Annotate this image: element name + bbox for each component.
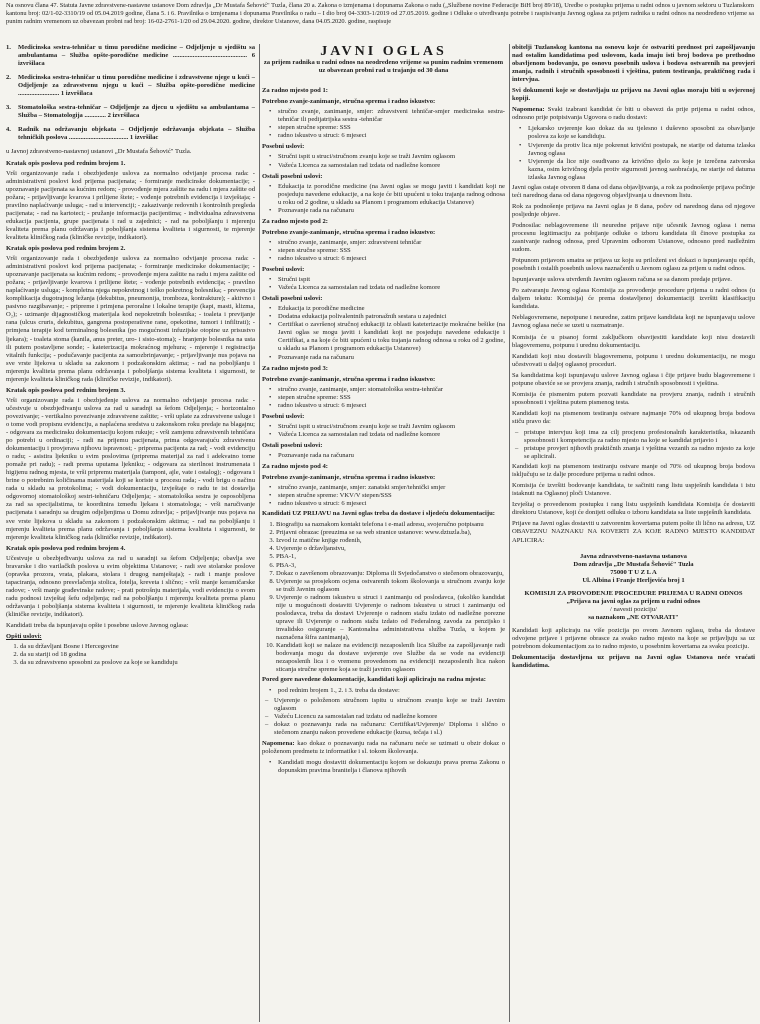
- post-special-item: • Stručni ispit: [278, 276, 505, 284]
- post-req-item: • stručno zvanje, zanimanje, smjer: zdravstveni tehničar: [278, 239, 505, 247]
- post-req-item: • stepen stručne spreme: SSS: [278, 247, 505, 255]
- post-special-title: Posebni uslovi:: [262, 412, 305, 420]
- job-desc-text: Vrši organizovanje rada i obezbjeđenje uslova za normalno odvijanje procesa rada: - administrativni poslovi kod prijema pacijenata; - formiranje medicinske dokumentacije; - upoznavanje pacijenata sa kućnim redom; - provođenje mjera zaštite na radu i mjera zaštite od požara; - prijavljivanje kvarova i prilijene štete; - vođenje potrebnih evidencija; - pravilno naplaćivanje usluga; - kompletna njega nepokretnog i teško pokretnog bolesnika; - prevencija komplikacija dugotrajnog ležanja (dekubitus, pneumonija, tromboza, kontrakture); - aktivno i pasivno razgibavanje; - pripreme i primjena peroralne i lokalne terapije (kapi, masti, klizma, O₂); - uzimanje dijagnostičkog materijala kod nepokretnih bolesnika; - toaleta i previjanje rana (ulcus cruris, dekubitus, gangrena postoperativne rane, opekotine, tumori i infiltrati); - primjena terapije kod terminalnog bolesnika (po mogućnosti infuzijske otopine uz prisustvo ljekara); - toaleta stoma (kanila, anus preter, uro- i sisto-stoma); - hranjenje bolesnika na usta ili putem postavljene sonde; - kateterizacija mokraćnog mjehura; - mjerenje i registracija vitalnih funkcija; - podučavanje pacijenta za samozbrinjavanje; - prijavljivanje nus pojava na sve vrste lijekova u skladu sa zakonom i podzakonskim aktima; - rad na poboljšanju i mjerenju kvaliteta prema planu održavanja i poboljšanja sistema kvaliteta i sigurnosti, te mjerenje kvaliteta kliničkog rada (kliničke revizije, indikatori).: [6, 255, 255, 383]
- post-special-title: Posebni uslovi:: [262, 266, 305, 274]
- job-desc-heading: Kratak opis poslova pod rednim brojem 4.: [6, 544, 126, 552]
- job-desc-text: Učestvuje u obezbjeđivanju uslova za rad u saradnji sa šefom Odjeljenja; obavlja sve bravarske i dio varilačkih poslova u svim objektima Ustanove; - radi sve stolarske poslove (opravka prozora, vrata, plakara, stolara i drugog namještaja); - radi i manje poslove tapaciranja, odnosno presvlačenja stolica, fotelja, kreveta i slično; - vrši manje keramičarske radove; - vrši manje građevinske radove; - prati potrošnju materijala, vodi evidenciju o svom radu podnosi izvještaj šefu odjeljenja; rad na poboljšanju i mjerenju kvaliteta prema planu održavanja i poboljšanja sistema kvaliteta i sigurnosti, te mjerenje kvaliteta kliničkog rada (kliničke revizije, indikatori).: [6, 554, 255, 619]
- address-line: Dom zdravlja „Dr Mustafa Šehović" Tuzla: [573, 560, 694, 568]
- note2-list: [262, 759, 505, 775]
- closing-2: Dokumentacija dostavljena uz prijavu na Javni oglas Ustanova neće vraćati kandidatima.: [512, 654, 755, 670]
- c3-chosen: Svi dokumenti koje se dostavljaju uz prijavu na Javni oglas moraju biti u ovjerenoj kopiji.: [512, 87, 755, 103]
- column-right: [512, 44, 755, 1022]
- post-req-item: • stepen stručne spreme: VKV/V stepen/SSS: [278, 492, 505, 500]
- c3-required-list: [512, 125, 755, 181]
- c3-paragraphs-2: [512, 463, 755, 544]
- general-condition: 3. da su zdravstveno sposobni za poslove za koje se kandiduju: [20, 659, 255, 667]
- c3-paragraph: Podnosilac neblagovremene ili neuredne prijave nije učesnik Javnog oglasa i nema procesnu legitimaciju za pobijanje odluke o izboru kandidata ili činove postupka za zasnivanje radnog odnosa, pred Upravnim odborom Ustanove, odnosno pred nadležnim sudom.: [512, 221, 755, 254]
- post-other-title: Ostali posebni uslovi:: [262, 441, 323, 449]
- posts-doc-item: – Važeću Licencu za samostalan rad izdatu od nadležne komore: [274, 713, 505, 721]
- post-req-list: [262, 386, 505, 410]
- c3-paragraph: Ispunjavanje uslova utvrđenih Javnim oglasom računa se sa danom predaje prijave.: [512, 276, 732, 284]
- document-item: 1. Biografiju sa naznakom kontakt telefona i e-mail adresu, svojeručno potpisanu: [276, 521, 505, 529]
- c3-paragraph: Neblagovremene, nepotpune i neuredne, zatim prijave kandidata koji ne ispunjavaju uslove Javnog oglasa neće se uzeti u razmatranje.: [512, 314, 755, 330]
- post-special-item: • Važeća Licenca za samostalan rad izdata od nadležne komore: [278, 431, 505, 439]
- post-heading: Za radno mjesto pod 4:: [262, 463, 328, 471]
- c3-paragraph: Komisija će u pisanoj formi zaključkom obavijestiti kandidate koji nisu dostavili blagovremenu, potpunu i urednu dokumentaciju.: [512, 333, 755, 349]
- commission-title: KOMISIJI ZA PROVOĐENJE PROCEDURE PRIJEMA U RADNI ODNOS: [524, 589, 743, 597]
- document-item: 6. PBA-3,: [276, 562, 505, 570]
- document-item: 5. PBA-1,: [276, 553, 505, 561]
- post-heading: Za radno mjesto pod 2:: [262, 217, 328, 225]
- note: [262, 740, 505, 756]
- post-special-item: • Stručni ispit u struci/stručnom zvanju koje se traži Javnim oglasom: [278, 153, 505, 161]
- post-special-list: [262, 276, 505, 292]
- post-req-title: Potrebno zvanje-zanimanje, stručna sprema i radno iskustvo:: [262, 98, 436, 106]
- general-condition: 1. da su državljani Bosne i Hercegovine: [20, 643, 255, 651]
- post-other-item: • Poznavanje rada na računaru: [278, 452, 505, 460]
- posts-doc-item: – Uvjerenje o položenom stručnom ispitu u stručnom zvanju koje se traži Javnim oglasom: [274, 697, 505, 713]
- position-number: 1.: [6, 44, 11, 51]
- closing-1: Kandidati koji apliciraju na više pozicija po ovom Javnom oglasu, treba da dostave odvojene prijave i prijavne obrasce za svako radno mjesto na koje se prijavljuju sa uz potrebnom dokumentacijom za to radno mjesto, u posebnim kovertama za svaku poziciju.: [512, 626, 755, 651]
- post-special-item: • Stručni ispit u struci/stručnom zvanju koje se traži Javnim oglasom: [278, 423, 505, 431]
- post-other-title: Ostali posebni uslovi:: [262, 172, 323, 180]
- post-req-item: • radno iskustvo u struci: 6 mjeseci: [278, 500, 505, 508]
- post-other-item: • Edukacija iz porodične medicine (na Javni oglas se mogu javiti i kandidati koji ne posjeduju navedene edukacije, a na koje će biti upućeni u toku trajanja radnog odnosa u roku od 2 godine, u skladu sa Planom i programom edukacija Ustanove): [278, 183, 505, 207]
- posts-docs-list: [262, 697, 505, 737]
- post-req-item: • radno iskustvo u struci: 6 mjeseci: [278, 255, 505, 263]
- post-other-title: Ostali posebni uslovi:: [262, 295, 323, 303]
- post-other-list: [262, 183, 505, 215]
- post-other-item: • Poznavanje rada na računaru: [278, 207, 505, 215]
- c3-paragraph: Potpunom prijavom smatra se prijava uz koju su priloženi svi dokazi o ispunjavanju općih, posebnih i ostalih posebnih uslova naznačenih u Javnom oglasu za prijem u radni odnos.: [512, 257, 755, 273]
- post-other-item: • Edukacija iz porodične medicine: [278, 305, 505, 313]
- column-divider: [259, 44, 260, 1022]
- posts-docs-heading: Pored gore navedene dokumentacije, kandidati koji apliciraju na radna mjesta:: [262, 676, 486, 684]
- note-title: Napomena:: [262, 739, 295, 747]
- job-desc-text: Vrši organizovanje rada i obezbjeđenje uslova za normalno odvijanje procesa rada: - administrativni poslovi kod prijema pacijenata; - formiranje medicinske dokumentacije; - upoznavanje pacijenata sa kućnim redom; - provođenje mjera zaštite na radu i mjera zaštite od požara; - prijavljivanje kvarova i prilijene štete; - vođenje potrebnih evidencija i izvještaja; - pravilno naplaćivanje usluga; - rad u intervenciji; - zakazivanje redovnih i kontrolnih pregleda pacijenata; - rad na kartoteci; - pružanje informacija pacijentima; - individualna zdravstvena edukacija pacijenta, grupe pacijenata i rad u zajednici; - rad na poboljšanju i mjerenju kvaliteta prema planu održavanja i poboljšanja sistema kvaliteta i sigurnosti, te mjerenje kvaliteta kliničkog rada (kliničke revizije, indikatori).: [6, 169, 255, 241]
- column-middle: [262, 44, 505, 1022]
- commission-line2: / navesti poziciju/: [610, 605, 657, 613]
- job-desc-heading: Kratak opis poslova pod rednim brojem 1.: [6, 159, 126, 167]
- position-item: [6, 104, 255, 120]
- post-req-list: [262, 108, 505, 140]
- c3-paragraph: Sa kandidatima koji ispunjavaju uslove Javnog oglasa i čije prijave budu blagovremene i potpune obaviće se se provjera znanja, radnih i stručnih sposobnosti i vještina.: [512, 371, 755, 387]
- note-text: kao dokaz o poznavanju rada na računaru neće se uzimati u obzir dokaz o položenom predmetu iz informatike i sl. tokom školovanja.: [262, 739, 505, 755]
- position-text: Radnik na održavanju objekata – Odjeljenje održavanja objekata – Služba tehničkih poslova .................................... 1 izvršilac: [18, 126, 255, 142]
- post-other-item: • Poznavanje rada na računaru: [278, 354, 505, 362]
- general-conditions-title: Opšti uslovi:: [6, 633, 42, 641]
- post-other-item: • Certifikat o završenoj stručnoj edukaciji iz oblasti kateterizacije mokraćne bešike (na Javni oglas se mogu javiti i kandidati koji ne posjeduju navedene edukacije i Certifikat, a na koje će biti upućeni u toku trajanja radnog odnosa u roku od 2 godine, u skladu sa Planom i programom edukacija Ustanove): [278, 321, 505, 353]
- posting-title: JAVNI OGLAS: [320, 44, 447, 59]
- post-special-list: [262, 423, 505, 439]
- post-heading: Za radno mjesto pod 1:: [262, 87, 328, 95]
- c3-paragraph: Kandidati koji na pismenom testiranju ostvare manje od 70% od ukupnog broja bodova isključuju se iz dalje procedure prijema u radni odnos.: [512, 463, 755, 479]
- document-item: 3. Izvod iz matične knjige rođenih,: [276, 537, 505, 545]
- c3-note-label: Napomena:: [512, 106, 545, 114]
- c3-paragraph: Rok za podnošenje prijava na Javni oglas je 8 dana, počev od narednog dana od njegove posljednje objave.: [512, 202, 755, 218]
- c3-right-item: – pristupe intervjuu koji ima za cilj procjenu profesionalnih karakteristika, iskazanih sposobnosti i kompetencija za radno mjesto na koje se kandidat prijavio i: [524, 429, 755, 445]
- c3-rights-list: [512, 429, 755, 461]
- post-req-title: Potrebno zvanje-zanimanje, stručna sprema i radno iskustvo:: [262, 474, 436, 482]
- post-req-item: • radno iskustvo u struci: 6 mjeseci: [278, 132, 505, 140]
- post-special-item: • Važeća Licenca za samostalan rad izdata od nadležne komore: [278, 284, 505, 292]
- note2: • Kandidati mogu dostaviti dokumentaciju kojom se dokazuju prava prema Zakonu o dopunskim pravima branitelja i članova njihovih: [278, 759, 505, 775]
- c3-right-item: – pristupe provjeri njihovih praktičnih znanja i vještina vezanih za radno mjesto za koje se aplicirali.: [524, 445, 755, 461]
- post-req-title: Potrebno zvanje-zanimanje, stručna sprema i radno iskustvo:: [262, 228, 436, 236]
- document-item: 10. Kandidati koji se nalaze na evidenciji nezaposlenih lica Službe za zapošljavanje radi bodovanja mogu da dostave uvjerenje ove Službe da se vode na evidenciji nezaposlenih lica i o vremenu provedenom na evidenciji nezaposlenih lica nakon sticanja stručne spreme koja se traži javnim oglasom: [276, 642, 505, 674]
- address-line: Javna zdravstveno-nastavna ustanova: [580, 552, 687, 560]
- post-special-list: [262, 153, 505, 169]
- post-req-title: Potrebno zvanje-zanimanje, stručna sprema i radno iskustvo:: [262, 375, 436, 383]
- post-req-item: • radno iskustvo u struci: 6 mjeseci: [278, 402, 505, 410]
- c3-required-item: • Uvjerenje da lice nije osuđivano za krivično djelo za koje je izrečena zatvorska kazna, osim krivičnog djela protiv sigurnosti javnog saobraćaja, ne starije od datuma izlaska Javnog oglasa: [528, 158, 755, 182]
- positions-requirements: [262, 87, 505, 508]
- c3-paragraphs: [512, 184, 755, 426]
- position-number: 3.: [6, 104, 11, 112]
- post-req-item: • stručno zvanje, zanimanje, smjer: zdravstveni tehničar-smjer medicinska sestra-tehničar ili pedijatrijska sestra -tehničar: [278, 108, 505, 124]
- post-special-item: • Važeća Licenca za samostalan rad izdata od nadležne komore: [278, 162, 505, 170]
- document-item: 9. Uvjerenje o radnom iskustvu u struci i zanimanju od poslodavca, (ukoliko kandidat nije u mogućnosti dostaviti Uvjerenje o radnom iskustvu u struci i zanimanju od poslodavca, treba da dostavi Uvjerenje o radnom stažu izdato od nadležne porezne uprave ili Uvjerenje o radnom stažu izdato od Federalnog zavoda za penzijsko i invalidsko osiguranje – Kantonalna administrativna služba Tuzla, u kojem je naznačena šifra zanimanja),: [276, 594, 505, 642]
- c3-paragraph: Po zatvaranju Javnog oglasa Komisija za provođenje procedure prijema u radni odnos (u daljem tekstu: Komisija) će prema dostavljenoj dokumentaciji izvršiti klasifikaciju kandidata.: [512, 287, 755, 311]
- docs-intro: Kandidati UZ PRIJAVU na Javni oglas treba da dostave i sljedeću dokumentaciju:: [262, 510, 495, 518]
- documents-list: [262, 521, 505, 674]
- address-block: [512, 553, 755, 585]
- c3-required-item: • Uvjerenje da protiv lica nije pokrenut krivični postupak, ne starije od datuma izlaska Javnog oglasa: [528, 142, 755, 158]
- job-desc-heading: Kratak opis poslova pod rednim brojem 2.: [6, 244, 126, 252]
- positions-list: [6, 44, 255, 142]
- post-other-item: • Dodatna edukacija polivalentnih patronažnih sestara u zajednici: [278, 313, 505, 321]
- c3-note: [512, 106, 755, 122]
- general-condition: 2. da su stariji od 18 godina: [20, 651, 255, 659]
- position-text: Medicinska sestra-tehničar u timu porodične medicine i zdravstvene njege u kući – Odjeljenje za zdravstvenu njegu u kući – Služba opšte-porodične medicine ......................... 1 izvršilaca: [18, 74, 255, 98]
- post-special-title: Posebni uslovi:: [262, 143, 305, 151]
- c3-paragraph: Izvještaj o provedenom postupku i rang listu uspješnih kandidata Komisija će dostaviti direktoru Ustanove, koji će donijeti odluku o izboru kandidata sa liste uspješnih kandidata.: [512, 501, 755, 517]
- post-req-item: • stepen stručne spreme: SSS: [278, 394, 505, 402]
- post-heading: Za radno mjesto pod 3:: [262, 364, 328, 372]
- posting-subtitle: za prijem radnika u radni odnos na neodređeno vrijeme sa punim radnim vremenom uz obavezan probni rad u trajanju od 30 dana: [263, 59, 504, 75]
- position-number: 2.: [6, 74, 11, 82]
- job-descriptions: [6, 160, 255, 620]
- position-text: Medicinska sestra-tehničar u timu porodične medicine – Odjeljenje u sjedištu sa ambulantama – Služba opšte-porodične medicine ............................................. 6 izvršilaca: [18, 44, 255, 68]
- post-req-item: • stručno zvanje, zanimanje, smjer: zanatski smjer/tehnički smjer: [278, 484, 505, 492]
- c3-required-item: • Ljekarsko uvjerenje kao dokaz da su tjelesno i duševno sposobni za obavljanje poslova za koje se kandiduju.: [528, 125, 755, 141]
- document-item: 2. Prijavni obrazac (preuzima se sa web stranice ustanove: www.dztuzla.ba),: [276, 529, 505, 537]
- document-item: 8. Uvjerenje sa prosjekom ocjena ostvarenih tokom školovanja u stručnom zvanju koje se traži Javnim oglasom: [276, 578, 505, 594]
- post-other-list: [262, 305, 505, 361]
- posts-doc-item: – dokaz o poznavanju rada na računaru: Certifikat/Uvjerenje/ Diploma i slično o stečenom znanju nakon provedene edukacije (kursa, tečaja i sl.): [274, 721, 505, 737]
- document-item: 7. Dokaz o završenom obrazovanju: Diploma ili Svjedočanstvo o stečenom obrazovanju,: [276, 570, 505, 578]
- post-req-item: • stručno zvanje, zanimanje, smjer: stomatološka sestra-tehničar: [278, 386, 505, 394]
- document-item: 4. Uvjerenje o državljanstvu,: [276, 545, 505, 553]
- general-conditions-list: [6, 643, 255, 667]
- position-item: [6, 74, 255, 98]
- post-req-list: [262, 484, 505, 508]
- posts-docs-line-list: [262, 687, 505, 695]
- c3-paragraph: Komisija će pismenim putem pozvati kandidate na provjeru znanja, radnih i stručnih sposobnosti i vještina putem pismenog testa.: [512, 390, 755, 406]
- column-left: [6, 44, 255, 1022]
- c3-note-text: Svaki izabrani kandidat će biti u obavezi da prije prijema u radni odnos, odnosno prije potpisivanja Ugovora o radu dostavi:: [512, 106, 755, 122]
- post-req-list: [262, 239, 505, 263]
- c3-top: obitelji Tuzlanskog kantona na osnovu koje će ostvariti prednost pri zapošljavanju nad ostalim kandidatima pod uslovom, kada imaju isti broj bodova po prethodno obavljenom bodovanju, po osnovu posebnih uslova i bodova ostvarenih na provjeri znanja, radnih i stručnih sposobnosti i vještina, putem testiranja, praktičnog rada i intervjua.: [512, 44, 755, 84]
- address-line: Ul. Albina i Franje Herljevića broj 1: [582, 576, 685, 584]
- institution-line: u Javnoj zdravstveno-nastavnoj ustanovi „Dr Mustafa Šehović" Tuzla.: [6, 148, 192, 156]
- job-desc-text: Vrši organizovanje rada i obezbjeđenje uslova za normalno odvijanje procesa rada: - učestvuje u obezbjeđivanju uslova za rad u saradnji sa šefom Odjeljenja; - horizontalno povezivanje; - vertikalno povezivanje zdravstvene zaštite; - vrši uplate za zdravstvene usluge i o tome vodi propisnu evidenciju, a naplaćena sredstva u zakonskom roku predaje na blagajnu; - odgovara za medicinsku dokumentaciju kojom rukuje; - vrši zamjenu zdravstvenih tehničara po potrebi u ordinaciji; - radi na prijemu pacijenata, prima odgovarajuću zdravstvenu dokumentaciju i provjerava njihovu ispravnost; - priprema pacijenta za rad; - vodi evidenciju o radu; - asistira ljekniku u svim poslovima (priprema materijal za rad i adekvatno tome pomaže pri radu); - radi prema uputama ljekniku; - odgovara za sterilnost instrumenata i higijenu radnog mjesta, te vrši pripremu materijala (tamponi, ajle, vate i ostalog); - odgovara i brine o potrebnim količinama materijala koji se koriste u procesu rada; - vodi brigu o načinu rada u skladu sa protokolima; - vodi dokumentaciju, izvještaje o radu te ist dostavlja odgovornoj stomatološkoj sestri-tehničaru Odjeljenja; - stomatološka sestra je osposobljena za rad sa specijalistima, te koordinira između ljekara i stomatologa; - vrši naručivanje pacijenata i saradnju sa drugim odjeljenjima u Domu zdravlja; - prijavljivanje nus pojava na sve vrste lijekova u skladu sa zakonom i podzakonskim aktima; - rad na poboljšanju i mjerenju kvaliteta prema planu održavanja i poboljšanja sistema kvaliteta i sigurnosti, te mjerenje kvaliteta kliničkog rada (kliničke revizije, indikatori).: [6, 396, 255, 541]
- position-item: [6, 126, 255, 142]
- commission-line: „Prijava na javni oglas za prijem u radni odnos: [566, 597, 701, 605]
- position-number: 4.: [6, 126, 11, 134]
- post-req-item: • stepen stručne spreme: SSS: [278, 124, 505, 132]
- address-line: 75000 T U Z L A: [610, 568, 657, 576]
- c3-paragraph: Prijave na Javni oglas dostaviti u zatvorenim kovertama putem pošte ili lično na adresu, UZ OBAVEZNU NAZNAKU NA KOVERTI ZA KOJE RADNO MJESTO KANDIDAT APLICIRA:: [512, 520, 755, 544]
- post-other-list: [262, 452, 505, 460]
- c3-paragraph: Javni oglas ostaje otvoren 8 dana od dana objavljivanja, a rok za podnošenje prijava počinje teći narednog dana od dana njegovog objavljivanja u dnevnom listu.: [512, 183, 755, 199]
- c3-paragraph: Kandidati koji nisu dostavili blagovremenu, potpunu i urednu dokumentaciju, ne mogu učestvovati u daljoj oglasnoj proceduri.: [512, 352, 755, 368]
- c3-paragraph: Kandidati koji na pismenom testiranju ostvare najmanje 70% od ukupnog broja bodova stiču pravo da:: [512, 409, 755, 425]
- position-text: Stomatološka sestra-tehničar – Odjeljenje za djecu u sjedištu sa ambulantama – Služba – Stomatologija ............. 2 izvršilaca: [18, 104, 255, 120]
- intro-paragraph: Na osnovu člana 47. Statuta Javne zdravstvene-nastavne ustanove Dom zdravlja „Dr Mustafa Šehović" Tuzla, člana 20 a. Zakona o izmjenama i dopunama Zakona o radu („Službene novine Federacije BiH broj 89/18), Uredbe o postupku prijema u radni odnos u javnom sektoru u Tuzlanskom kantonu broj: 02/1-02-3310/19 od 05.04.2019 godine, člana 5. i 6. Pravilnika o izmjenama i dopunama Pravilnika o radu – I dio broj 04-3303-1/2019 od 27.05.2019. godine i Odluke o utvrđivanju potrebe i raspisivanju Javnog oglasa za prijem radnika u radni odnos na neodređeno vrijeme sa punim radnim vremenom uz obavezan probni rad broj: 16-02-2761-1/20 od 29.04.2020. godine, direktor Ustanove, dana 04.05.2020. godine, raspisuje: [6, 2, 754, 26]
- posts-docs-line: • pod rednim brojem 1., 2. i 3. treba da dostave:: [278, 687, 505, 695]
- column-divider: [509, 44, 510, 1022]
- commission-line3: sa naznakom „NE OTVARATI": [588, 613, 679, 621]
- candidates-must: Kandidati treba da ispunjavaju opšte i posebne uslove Javnog oglasa:: [6, 622, 189, 630]
- c3-paragraph: Komisija će izvršiti bodovanje kandidata, te sačiniti rang listu uspješnih kandidata i istu istaknuti na Oglasnoj ploči Ustanove.: [512, 482, 755, 498]
- job-desc-heading: Kratak opis poslova pod rednim brojem 3.: [6, 386, 126, 394]
- position-item: [6, 44, 255, 68]
